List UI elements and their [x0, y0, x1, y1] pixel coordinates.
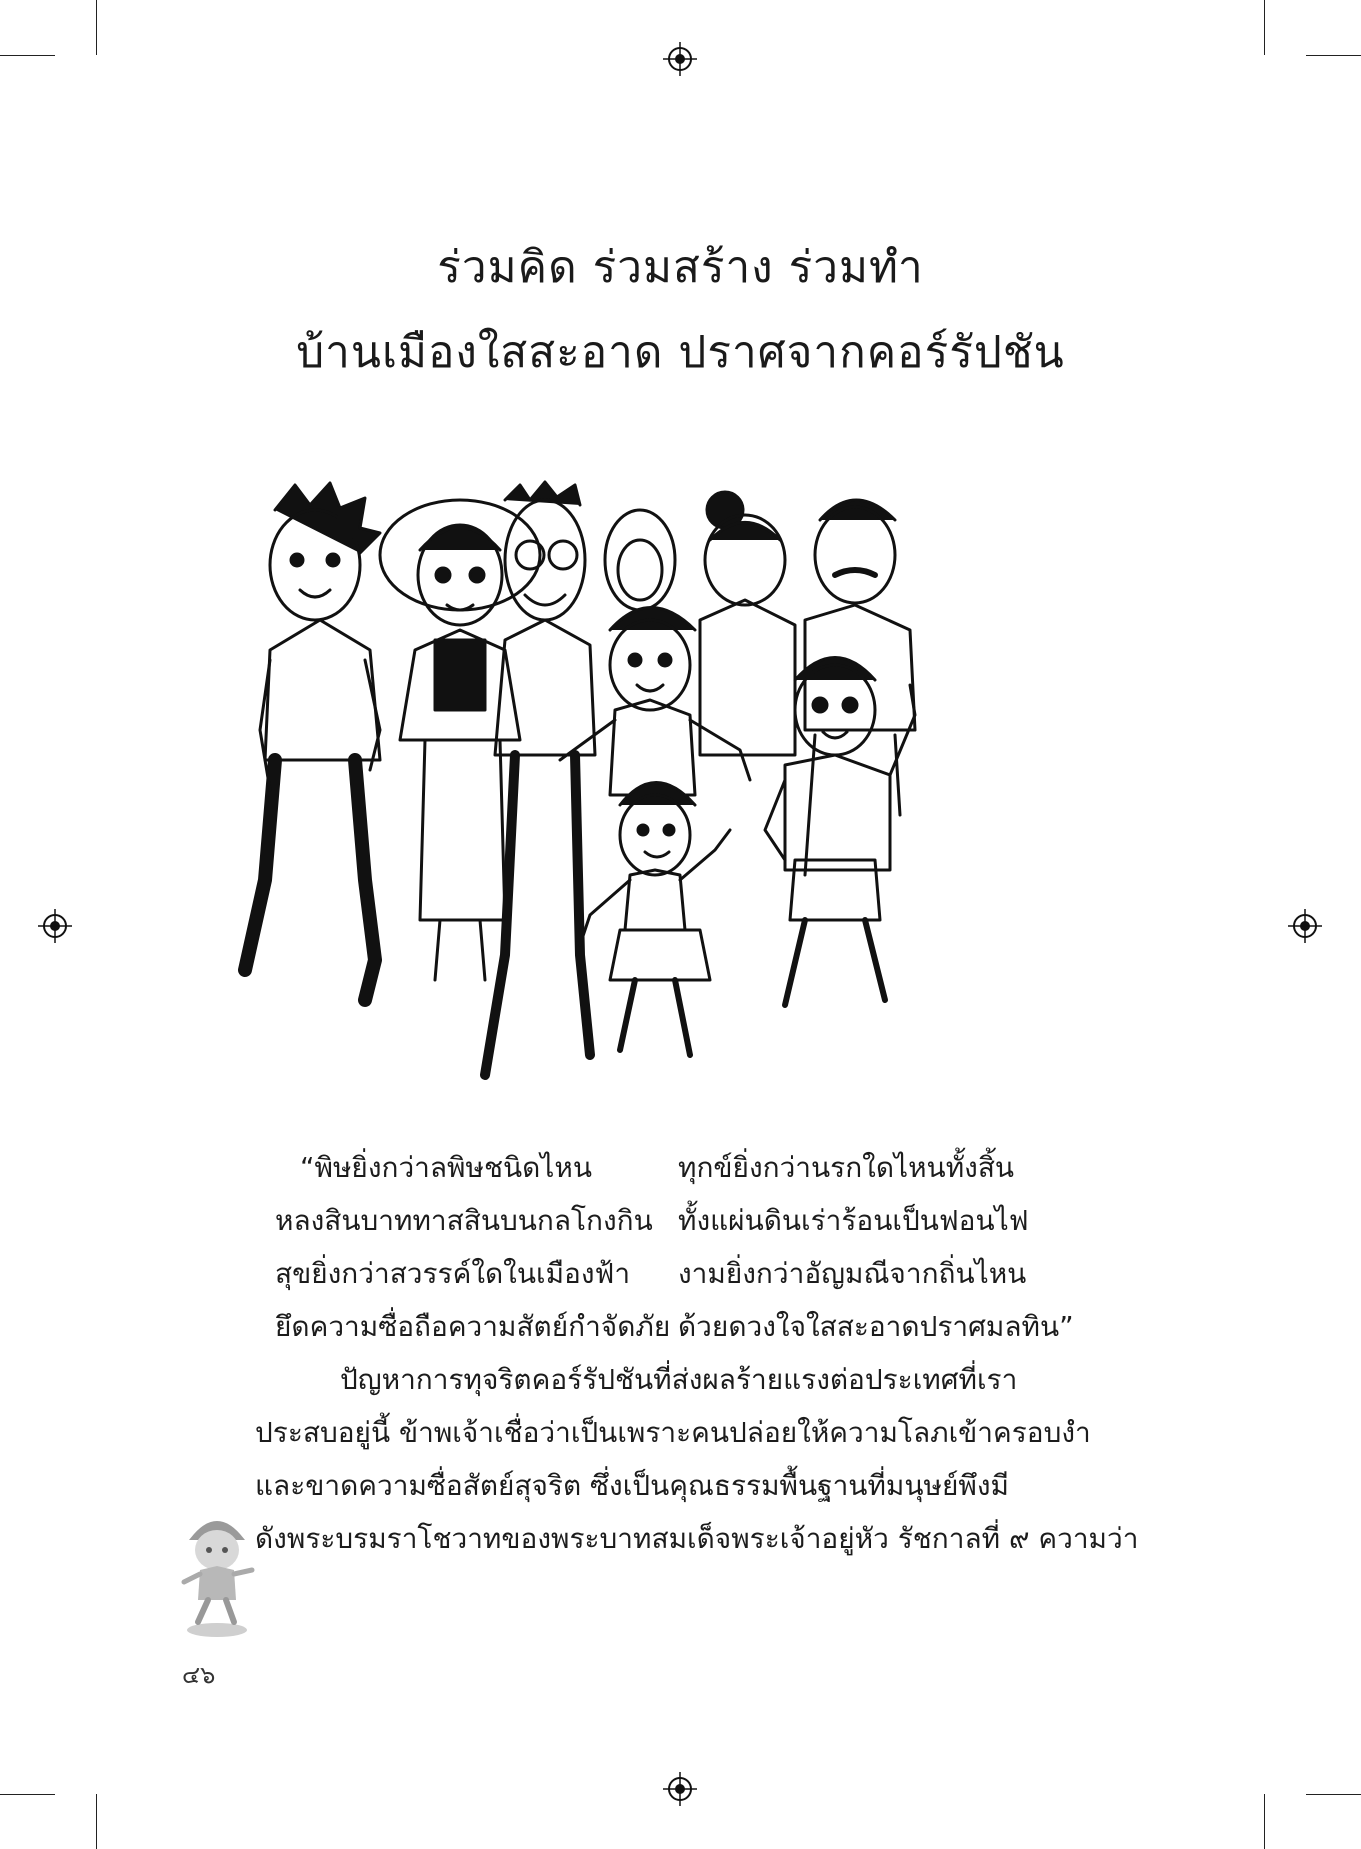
registration-mark-icon — [663, 1772, 697, 1806]
crop-mark — [1264, 1794, 1265, 1849]
poem-left-line: “พิษยิ่งกว่าลพิษชนิดไหน — [300, 1151, 592, 1184]
paragraph-line: ดังพระบรมราโชวาทของพระบาทสมเด็จพระเจ้าอยู่หัว รัชกาลที่ ๙ ความว่า — [255, 1522, 1139, 1555]
poem-right-line: ทุกข์ยิ่งกว่านรกใดไหนทั้งสิ้น — [678, 1151, 1015, 1184]
child-mascot-illustration — [172, 1510, 262, 1640]
registration-mark-icon — [1288, 909, 1322, 943]
poem-right-line: ด้วยดวงใจใสสะอาดปราศมลทิน” — [678, 1310, 1074, 1343]
crop-mark — [0, 55, 55, 56]
poem-left-line: สุขยิ่งกว่าสวรรค์ใดในเมืองฟ้า — [275, 1257, 631, 1290]
page-number: ๔๖ — [182, 1661, 216, 1689]
registration-mark-icon — [38, 909, 72, 943]
crop-mark — [1306, 55, 1361, 56]
crop-mark — [96, 0, 97, 55]
poem-right-line: งามยิ่งกว่าอัญมณีจากถิ่นไหน — [678, 1257, 1027, 1290]
page-title-line-1: ร่วมคิด ร่วมสร้าง ร่วมทำ — [437, 242, 924, 293]
poem-left-line: ยึดความซื่อถือความสัตย์กำจัดภัย — [275, 1310, 671, 1343]
paragraph-line: และขาดความซื่อสัตย์สุจริต ซึ่งเป็นคุณธรรมพื้นฐานที่มนุษย์พึงมี — [255, 1469, 1009, 1502]
page-title-line-2: บ้านเมืองใสสะอาด ปราศจากคอร์รัปชัน — [296, 327, 1065, 378]
crop-mark — [1306, 1794, 1361, 1795]
crop-mark — [1264, 0, 1265, 55]
crop-mark — [0, 1794, 55, 1795]
crop-mark — [96, 1794, 97, 1849]
paragraph-line: ปัญหาการทุจริตคอร์รัปชันที่ส่งผลร้ายแรงต่อประเทศที่เรา — [340, 1363, 1018, 1396]
paragraph-line: ประสบอยู่นี้ ข้าพเจ้าเชื่อว่าเป็นเพราะคนปล่อยให้ความโลภเข้าครอบงำ — [255, 1416, 1091, 1449]
group-of-people-illustration — [215, 480, 1145, 1100]
poem-right-line: ทั้งแผ่นดินเร่าร้อนเป็นฟอนไฟ — [678, 1204, 1029, 1237]
poem-left-line: หลงสินบาททาสสินบนกลโกงกิน — [275, 1204, 653, 1237]
registration-mark-icon — [663, 42, 697, 76]
